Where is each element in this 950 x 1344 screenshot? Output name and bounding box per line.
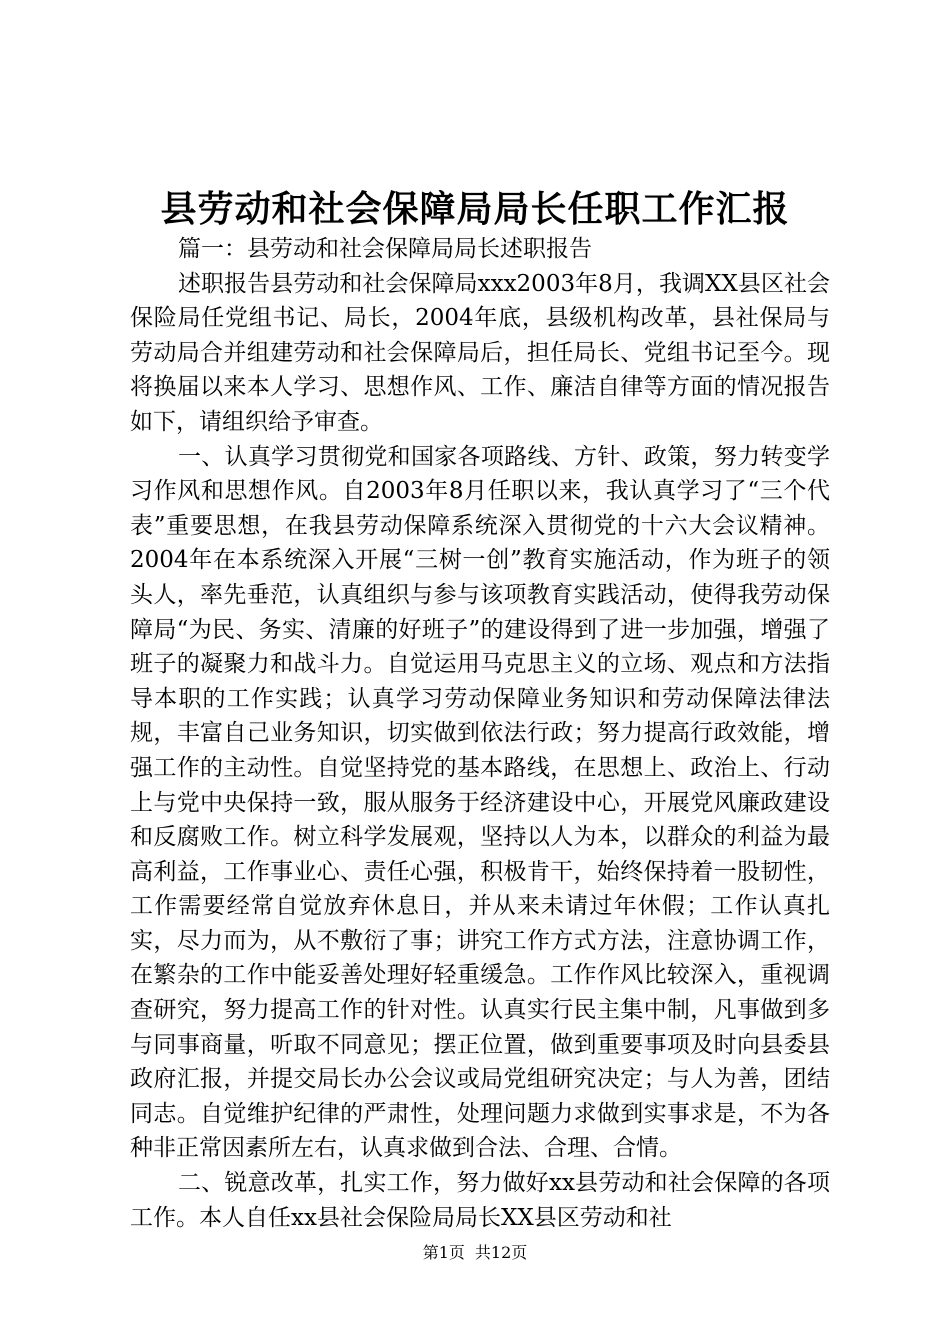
body-paragraph: 述职报告县劳动和社会保障局xxx2003年8月，我调XX县区社会保险局任党组书记、局长，2004年底，县级机构改革，县社保局与劳动局合并组建劳动和社会保障局后，担任局长、党组书记至今。现将换届以来本人学习、思想作风、工作、廉洁自律等方面的情况报告如下，请组织给予审查。 [130, 270, 830, 435]
section-heading: 篇一：县劳动和社会保障局局长述职报告 [178, 236, 592, 262]
body-paragraph: 一、认真学习贯彻党和国家各项路线、方针、政策，努力转变学习作风和思想作风。自2003年8月任职以来，我认真学习了“三个代表”重要思想，在我县劳动保障系统深入贯彻党的十六大会议精神。2004年在本系统深入开展“三树一创”教育实施活动，作为班子的领头人，率先垂范，认真组织与参与该项教育实践活动，使得我劳动保障局“为民、务实、清廉的好班子”的建设得到了进一步加强，增强了班子的凝聚力和战斗力。自觉运用马克思主义的立场、观点和方法指导本职的工作实践；认真学习劳动保障业务知识和劳动保障法律法规，丰富自己业务知识，切实做到依法行政；努力提高行政效能，增强工作的主动性。自觉坚持党的基本路线，在思想上、政治上、行动上与党中央保持一致，服从服务于经济建设中心，开展党风廉政建设和反腐败工作。树立科学发展观，坚持以人为本，以群众的利益为最高利益，工作事业心、责任心强，积极肯干，始终保持着一股韧性，工作需要经常自觉放弃休息日，并从来未请过年休假；工作认真扎实，尽力而为，从不敷衍了事；讲究工作方式方法，注意协调工作，在繁杂的工作中能妥善处理好轻重缓急。工作作风比较深入，重视调查研究，努力提高工作的针对性。认真实行民主集中制，凡事做到多与同事商量，听取不同意见；摆正位置，做到重要事项及时向县委县政府汇报，并提交局长办公会议或局党组研究决定；与人为善，团结同志。自觉维护纪律的严肃性，处理问题力求做到实事求是，不为各种非正常因素所左右，认真求做到合法、合理、合情。 [130, 443, 830, 1162]
body-paragraph: 二、锐意改革，扎实工作，努力做好xx县劳动和社会保障的各项工作。本人自任xx县社会保险局局长XX县区劳动和社 [130, 1170, 830, 1231]
page-number: 第1页 [422, 1243, 465, 1262]
page-total: 共12页 [474, 1243, 528, 1262]
document-body [130, 232, 830, 1235]
page-footer [0, 1242, 950, 1264]
document-title: 县劳动和社会保障局局长任职工作汇报 [160, 188, 790, 230]
